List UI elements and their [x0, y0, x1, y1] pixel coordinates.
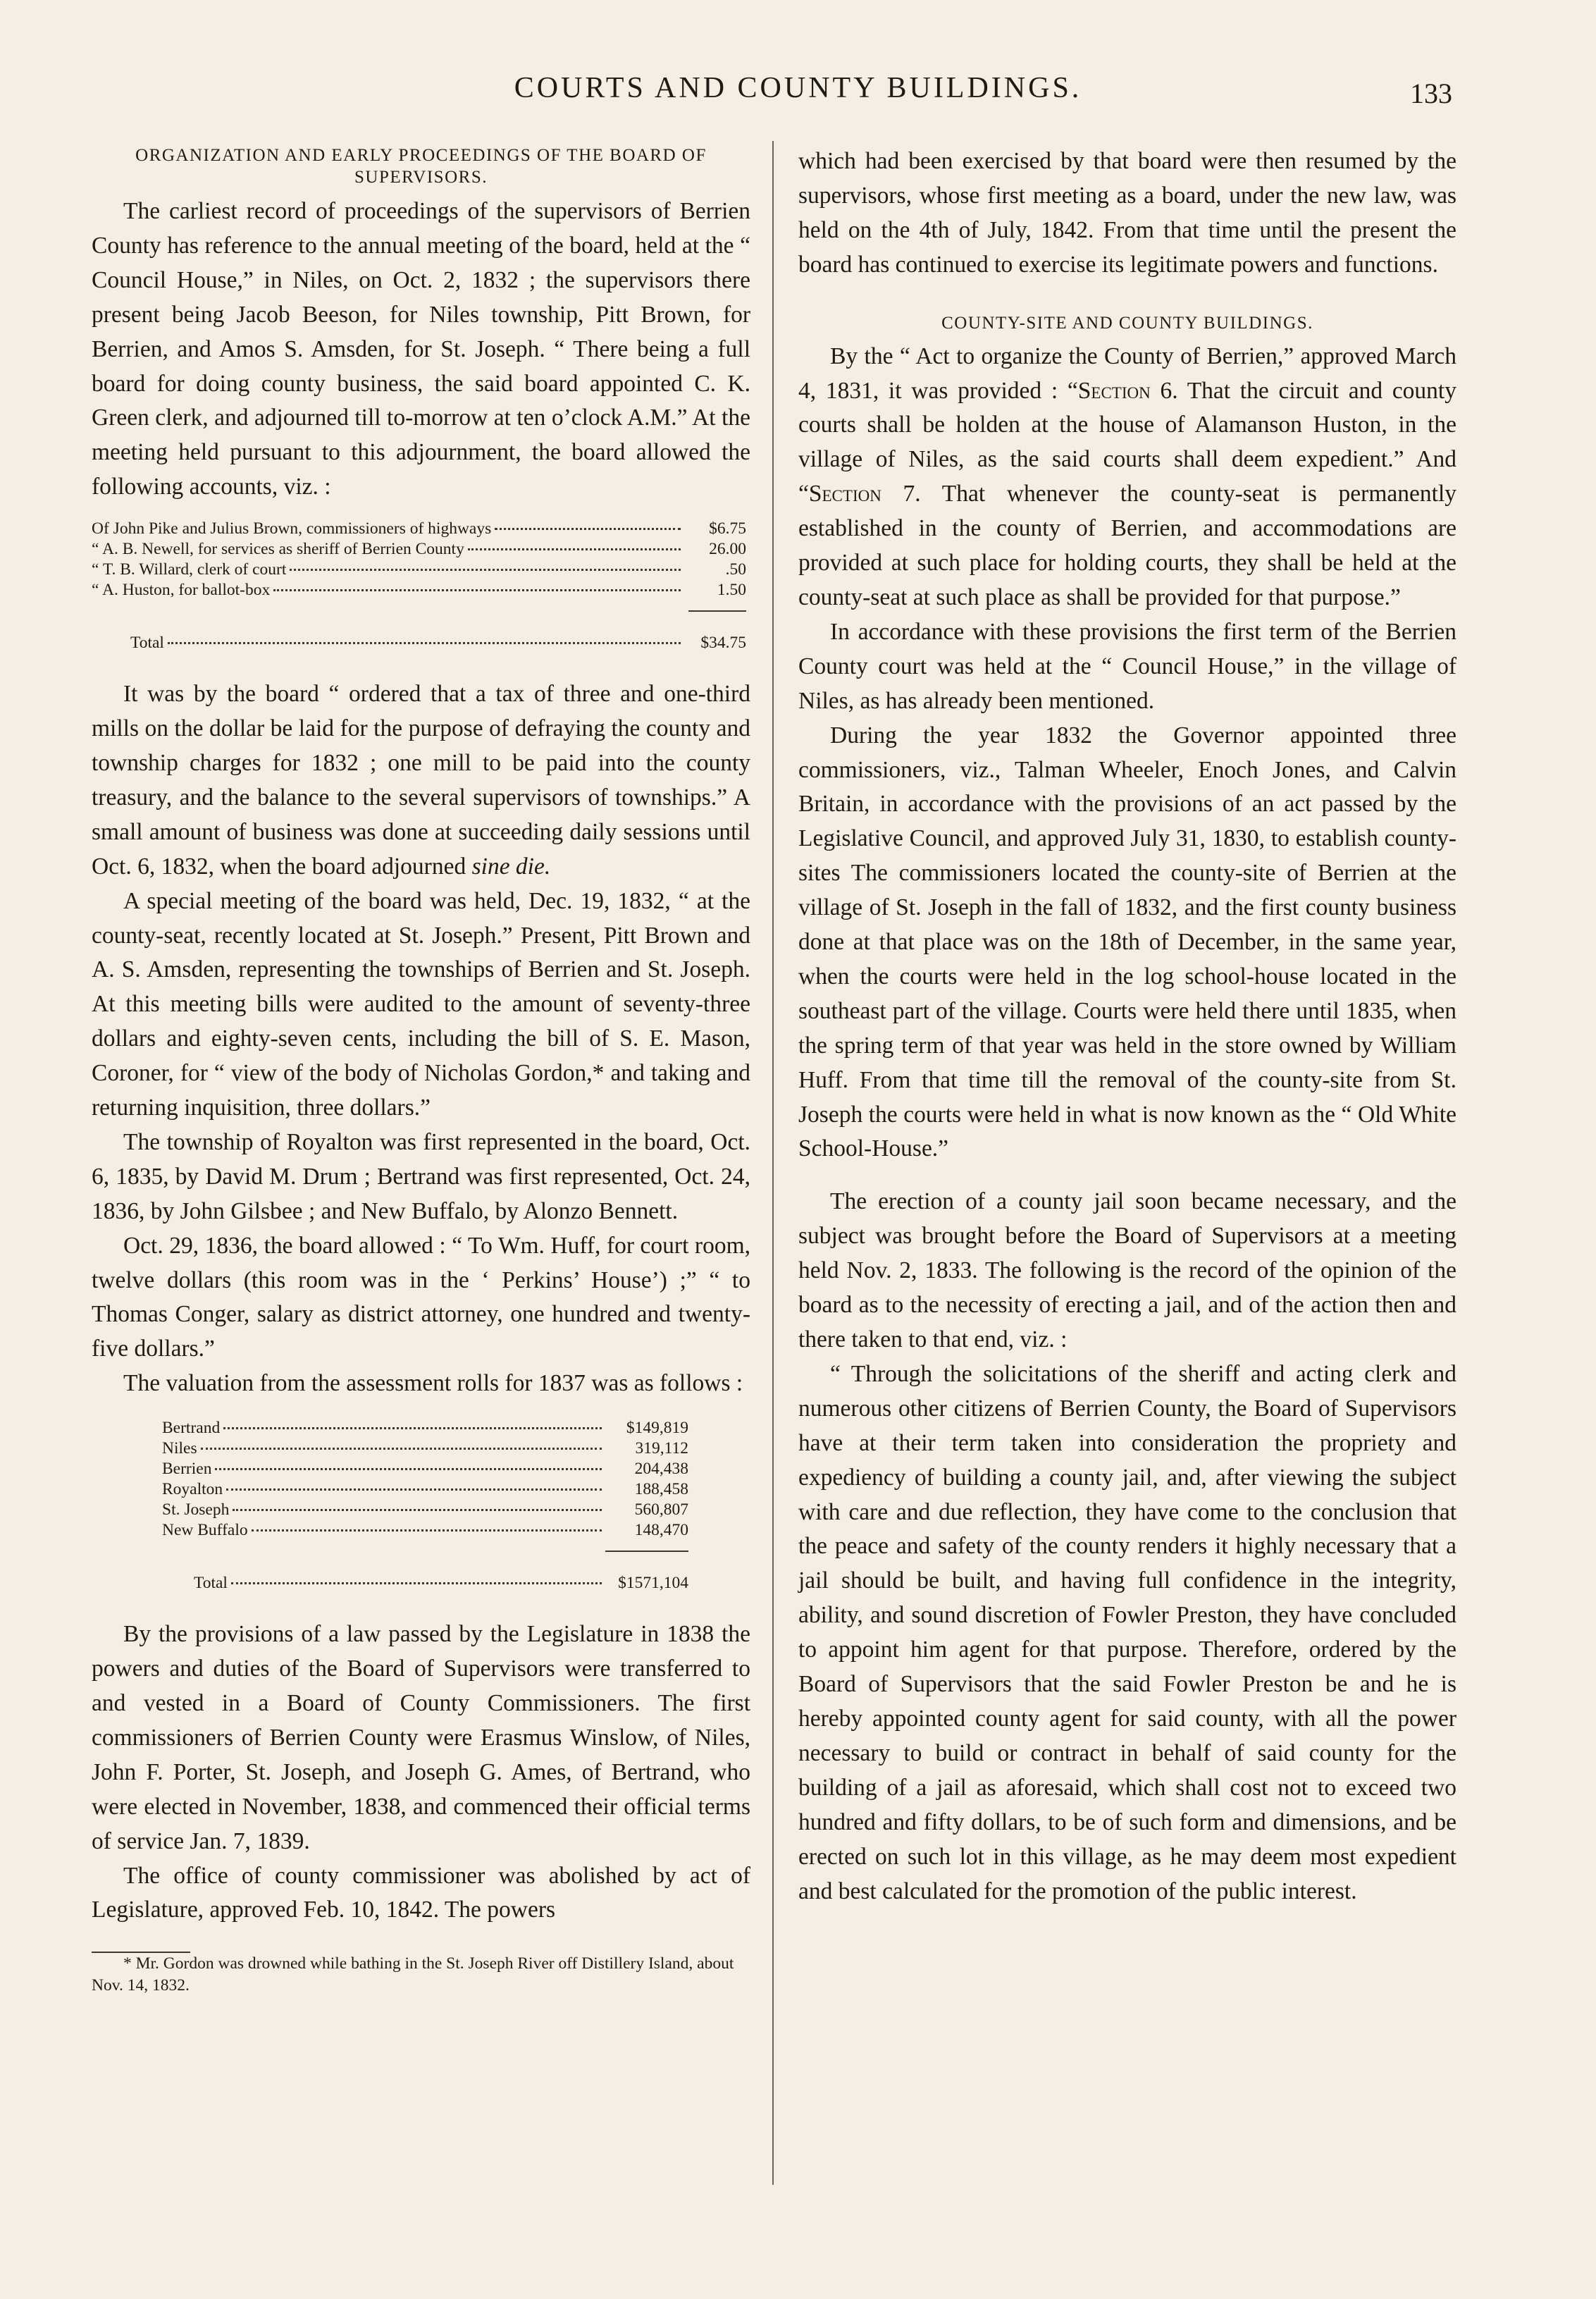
dot-leader [223, 1427, 602, 1429]
paragraph: In accordance with these provisions the first term of the Berrien County court was held at the “ Council House,” in the village of Niles, as has already been mentioned. [798, 618, 1456, 714]
dot-leader [201, 1448, 602, 1450]
ledger-item: Niles [162, 1439, 197, 1458]
ledger-row [162, 1479, 688, 1500]
sum-rule [688, 610, 746, 612]
accounts-ledger [92, 519, 750, 653]
ledger-item: Of John Pike and Julius Brown, commissioners of highways [92, 519, 492, 538]
footnote: * Mr. Gordon was drowned while bathing in the St. Joseph River off Distillery Island, about Nov. 14, 1832. [92, 1954, 734, 1995]
ledger-amount: $149,819 [626, 1419, 688, 1438]
sum-rule [605, 1551, 688, 1552]
latin-phrase: sine die. [471, 853, 551, 880]
paragraph: The erection of a county jail soon became necessary, and the subject was brought before the Board of Supervisors at a meeting held Nov. 2, 1833. The following is the record of the opinion of the board as to the necessity of erecting a jail, and of the action then and there taken to that end, viz. : [798, 1188, 1456, 1352]
paragraph: The township of Royalton was first represented in the board, Oct. 6, 1835, by David M. Drum ; Bertrand was first represented, Oct. 24, 1836, by John Gilsbee ; and New Buffalo, by Alonzo Bennett. [92, 1128, 750, 1224]
column-divider [772, 141, 774, 2185]
spacer [92, 653, 750, 677]
ledger-row [92, 519, 746, 539]
paragraph: The carliest record of proceedings of the supervisors of Berrien County has reference to the annual meeting of the board, held at the “ Council House,” in Niles, on Oct. 2, 1832 ; the supervisors there present being Jacob Beeson, for Niles township, Pitt Brown, for Berrien, and Amos S. Amsden, for St. Joseph. “ There being a full board for doing county business, the said board appointed C. K. Green clerk, and adjourned till to-morrow at ten o’clock A.M.” At the meeting held pursuant to this adjournment, the board allowed the following accounts, viz. : [92, 198, 750, 500]
right-column [798, 144, 1456, 1909]
ledger-row [92, 560, 746, 580]
ledger-total-amount: $1571,104 [618, 1574, 688, 1593]
paragraph: A special meeting of the board was held, Dec. 19, 1832, “ at the county-seat, recently located at St. Joseph.” Present, Pitt Brown and A. S. Amsden, representing the townships of Berrien and St. Joseph. At this meeting bills were audited to the amount of seventy-three dollars and eighty-seven cents, including the bill of S. E. Mason, Coroner, for “ view of the body of Nicholas Gordon,* and taking and returning inquisition, three dollars.” [92, 887, 750, 1121]
ledger-amount: 319,112 [635, 1439, 688, 1458]
running-head: COURTS AND COUNTY BUILDINGS. [514, 72, 1082, 104]
spacer [92, 1594, 750, 1617]
ledger-item: Royalton [162, 1480, 223, 1499]
ledger-amount: 188,458 [634, 1480, 688, 1499]
paragraph: which had been exercised by that board were then resumed by the supervisors, whose first meeting as a board, under the new law, was held on the 4th of July, 1842. From that time until the present the board has continued to exercise its legitimate powers and functions. [798, 148, 1456, 278]
ledger-total-label: Total [194, 1574, 228, 1593]
paragraph: “ Through the solicitations of the sheriff and acting clerk and numerous other citizens of Berrien County, the Board of Supervisors have at their term taken into consideration the propriety and expediency of building a county jail, and, after viewing the subject with care and due reflection, they have come to the conclusion that the peace and safety of the county renders it highly necessary that a jail should be built, and having full confidence in the integrity, ability, and sound discretion of Fowler Preston, they have concluded to appoint him agent for that purpose. Therefore, ordered by the Board of Supervisors that the said Fowler Preston be and he is hereby appointed county agent for said county, with all the power necessary to build or contract in behalf of said county for the building of a jail as aforesaid, which shall cost not to exceed two hundred and fifty dollars, to be of such form and dimensions, and be erected on such lot in this village, as he may deem most expedient and best calculated for the promotion of the public interest. [798, 1360, 1456, 1904]
page-header [0, 67, 1596, 116]
ledger-item: “ A. Huston, for ballot-box [92, 581, 271, 600]
ledger-row [162, 1500, 688, 1520]
paragraph: The valuation from the assessment rolls for 1837 was as follows : [123, 1370, 743, 1397]
ledger-total-row [162, 1573, 688, 1594]
ledger-item: St. Joseph [162, 1500, 230, 1520]
paragraph-text: That the circuit and county courts shall be holden at the house of Alamanson Huston, in the village of Niles, as the said courts shall deem expedient.” And “ [798, 377, 1456, 507]
dot-leader [468, 548, 681, 550]
ledger-item: Bertrand [162, 1419, 221, 1438]
ledger-row [92, 580, 746, 600]
ledger-amount: 204,438 [634, 1460, 688, 1479]
paragraph: By the provisions of a law passed by the Legislature in 1838 the powers and duties of the Board of Supervisors were transferred to and vested in a Board of County Commissioners. The first commissioners of Berrien County were Erasmus Winslow, of Niles, John F. Porter, St. Joseph, and Joseph G. Ames, of Bertrand, who were elected in November, 1838, and commenced their official terms of service Jan. 7, 1839. [92, 1621, 750, 1854]
ledger-total-label: Total [130, 634, 164, 653]
dot-leader [273, 589, 681, 591]
ledger-total-amount: $34.75 [700, 634, 746, 653]
paragraph-text: That whenever the county-seat is permanently established in the county of Berrien, and accommodations are provided at such place for holding courts, they shall be held at the county-seat at such place as shall be provided for that purpose.” [798, 481, 1456, 610]
dot-leader [290, 569, 681, 571]
paragraph: During the year 1832 the Governor appointed three commissioners, viz., Talman Wheeler, Enoch Jones, and Calvin Britain, in accordance with the provisions of an act passed by the Legislative Council, and approved July 31, 1830, to establish county-sites The commissioners located the county-site of Berrien at the village of St. Joseph in the fall of 1832, and the first county business done at that place was on the 18th of December, in the same year, when the courts were held in the log school-house located in the southeast part of the village. Courts were held there until 1835, when the spring term of that year was held in the store owned by William Huff. From that time till the removal of the county-site from St. Joseph the courts were held in what is now known as the “ Old White School-House.” [798, 722, 1456, 1162]
section-heading-county-site: COUNTY-SITE AND COUNTY BUILDINGS. [941, 313, 1313, 333]
paragraph: The office of county commissioner was abolished by act of Legislature, approved Feb. 10, 1842. The powers [92, 1862, 750, 1923]
paragraph-text: It was by the board “ ordered that a tax of three and one-third mills on the dollar be laid for the purpose of defraying the county and township charges for 1832 ; one mill to be paid into the county treasury, and the balance to the several supervisors of townships.” A small amount of business was done at succeeding daily sessions until Oct. 6, 1832, when the board adjourned [92, 681, 750, 880]
ledger-amount: $6.75 [709, 519, 746, 538]
dot-leader [231, 1582, 602, 1584]
dot-leader [215, 1468, 602, 1470]
paragraph [92, 677, 750, 884]
ledger-item: New Buffalo [162, 1521, 248, 1540]
ledger-amount: 1.50 [717, 581, 746, 600]
valuation-ledger [92, 1418, 750, 1594]
section-heading-board-of-supervisors: ORGANIZATION AND EARLY PROCEEDINGS OF THE BOARD OF SUPERVISORS. [135, 146, 707, 187]
ledger-item: “ T. B. Willard, clerk of court [92, 560, 287, 579]
dot-leader [252, 1529, 602, 1531]
paragraph: Oct. 29, 1836, the board allowed : “ To Wm. Huff, for court room, twelve dollars (this room was in the ‘ Perkins’ House’) ;” “ to Thomas Conger, salary as district attorney, one hundred and twenty-five dollars.” [92, 1232, 750, 1362]
ledger-amount: 148,470 [634, 1521, 688, 1540]
section-label: Section 6. [1077, 377, 1178, 404]
ledger-item: “ A. B. Newell, for services as sheriff of Berrien County [92, 540, 464, 559]
page-number: 133 [1410, 78, 1452, 109]
ledger-row [162, 1459, 688, 1479]
dot-leader [495, 528, 681, 530]
paragraph [798, 340, 1456, 615]
spacer [798, 1166, 1456, 1185]
ledger-total-row [92, 633, 746, 653]
section-label: Section 7. [808, 481, 921, 507]
dot-leader [168, 642, 681, 644]
ledger-row [92, 539, 746, 560]
left-column [92, 144, 750, 1997]
dot-leader [226, 1489, 602, 1491]
dot-leader [233, 1509, 602, 1511]
ledger-row [162, 1520, 688, 1541]
ledger-amount: .50 [725, 560, 746, 579]
ledger-row [162, 1438, 688, 1459]
ledger-amount: 26.00 [709, 540, 746, 559]
paragraph-text: By the “ Act to organize the County of Berrien,” approved March 4, 1831, it was provided : “ [798, 343, 1456, 404]
ledger-amount: 560,807 [634, 1500, 688, 1520]
ledger-row [162, 1418, 688, 1438]
ledger-item: Berrien [162, 1460, 212, 1479]
